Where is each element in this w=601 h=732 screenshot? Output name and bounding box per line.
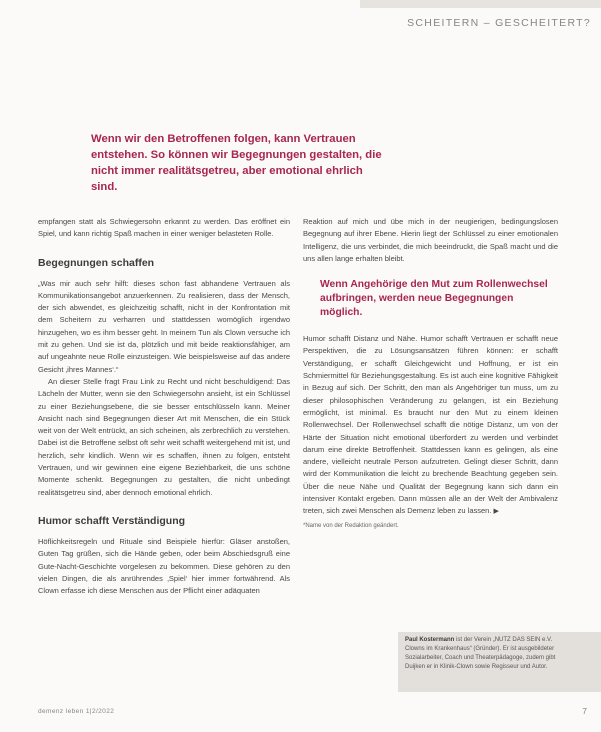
publication-footer: demenz leben 1|2/2022 — [38, 708, 115, 715]
author-name: Paul Kostermann — [405, 637, 455, 643]
body-paragraph: „Was mir auch sehr hilft: dieses schon fast abhandene Vertrauen als Kommunikationsangebot anzuerkennen. Zu realisieren, dass der Mensch, der sich abwendet, es gleichzeitig schafft, nicht in der Konfrontation mit dem Scheitern zu verharren und stattdessen womöglich irgendwo hinzugehen, wo es ihm besser geht. In meinem Tun als Clown versuche ich mit zu gehen. Und sie ist da, plötzlich und mit beide reaktionsfähiger, am auf ungeahnte neue Rolle einzusteigen. Wie beispielsweise auf das andere Gesicht ‚ihres Mannes‘.“ — [38, 278, 290, 374]
running-head: SCHEITERN – GESCHEITERT? — [407, 17, 591, 29]
header-rule — [360, 0, 601, 8]
pull-quote-mid: Wenn Angehörige den Mut zum Rollenwechsel aufbringen, werden neue Begegnungen möglich. — [320, 279, 548, 319]
author-bio: ist der Verein „NUTZ DAS SEIN e.V. Clowns im Krankenhaus“ (Gründer). Er ist ausgebildeter Sozialarbeiter, Coach und Theaterpädagoge, zudem gibt Duijken er in Klinik-Clown sowie Regisseur und Autor. — [405, 637, 556, 670]
footnote: *Name von der Redaktion geändert. — [303, 522, 399, 529]
right-intro-paragraph: Reaktion auf mich und übe mich in der neugierigen, bedingungslosen Begegnung auf ihrer Ebene. Hierin liegt der Schlüssel zu einer emotionalen Intelligenz, die uns verbindet, die mich beeindruckt, die Spaß macht und die uns allen lange erhalten bleibt. — [303, 217, 558, 263]
page-number: 7 — [582, 706, 587, 716]
right-column — [303, 216, 558, 531]
left-intro-paragraph: empfangen statt als Schwiegersohn erkannt zu werden. Das eröffnet ein Spiel, und kann richtig Spaß machen in einer weniger belasteten Rolle. — [38, 217, 290, 239]
body-paragraph: Höflichkeitsregeln und Rituale sind Beispiele hierfür: Gläser anstoßen, Guten Tag grüßen, sich die Hände geben, oder beim Abschiedsgruß eine Gute-Nacht-Geschichte vorgelesen zu bekommen. Diese gehören zu den vielen Dingen, die als anrührendes ‚Spiel‘ hier immer fortwährend. Als Clown erfasse ich diese Menschen aus der Pflicht einer adäquaten — [38, 536, 290, 596]
body-paragraph — [303, 333, 558, 518]
body-paragraph: An dieser Stelle fragt Frau Link zu Recht und nicht beschuldigend: Das Lächeln der Mutter, wenn sie den Schwiegersohn ansieht, ist ein Schlüssel zu einer Beziehungsebene, die sie besser entschlüsseln kann. Meiner Ansicht nach sind Begegnungen dieser Art mit Menschen, die ein Stück weit von der Welt entrückt, an sich scheinen, als zerbrechlich zu verstehen. Dabei ist die Betroffene selbst oft sehr weit schafft weitergehend mit ist, und herzlich, sehr kindlich. Wenn wir es schaffen, ihnen zu folgen, entsteht Vertrauen, und wir gewinnen eine eigene Beziehbarkeit, die uns schöne Momente schenkt. Begegnungen zu gestalten, die nicht unbedingt realitätsgetreu sind, aber dennoch emotional ehrlich. — [38, 376, 290, 497]
pull-quote-top: Wenn wir den Betroffenen folgen, kann Vertrauen entstehen. So können wir Begegnungen gestalten, die nicht immer realitätsgetreu, aber emotional ehrlich sind. — [91, 133, 382, 193]
section-heading-begegnungen: Begegnungen schaffen — [38, 256, 155, 269]
author-bio-text — [405, 636, 565, 672]
left-column — [38, 216, 290, 597]
body-paragraph-text: Humor schafft Distanz und Nähe. Humor schafft Vertrauen er schafft neue Perspektiven, die zu Lösungsansätzen führen können: er schafft Verständigung, er schafft Gleichgewicht und Hoffnung, er ist ein Schmiermittel für Beziehungsgestaltung. Es ist auch eine kognitive Fähigkeit in Bezug auf sich. Der Schritt, den man als Angehöriger tun muss, um zu dieser philosophischen Veränderung zu gelangen, ist ein Beziehung ermöglicht, ist minimal. Es braucht nur den Mut zu einem kleinen Rollenwechsel. Der Rollenwechsel schafft die nötige Distanz, um von der Härte der Situation nicht emotional überfordert zu werden und verbindet darum eine direkte Betroffenheit. Stattdessen kann es gelingen, als eine andere, vielleicht neutrale Person aufzutreten. Gelingt dieser Schritt, dann wird der Kommunikation die leicht zu brechende Beachtung gegeben sein. Über die neue Nähe und Qualität der Begegnung kann sich dann ein intensiver Kontakt ergeben. Dann müssen alle an der Welt der Ambivalenz treten, sich zwei Menschen als Demenz leben zu lassen. — [303, 334, 558, 516]
section-heading-humor: Humor schafft Verständigung — [38, 514, 186, 527]
end-mark-icon: ▶ — [493, 508, 499, 516]
